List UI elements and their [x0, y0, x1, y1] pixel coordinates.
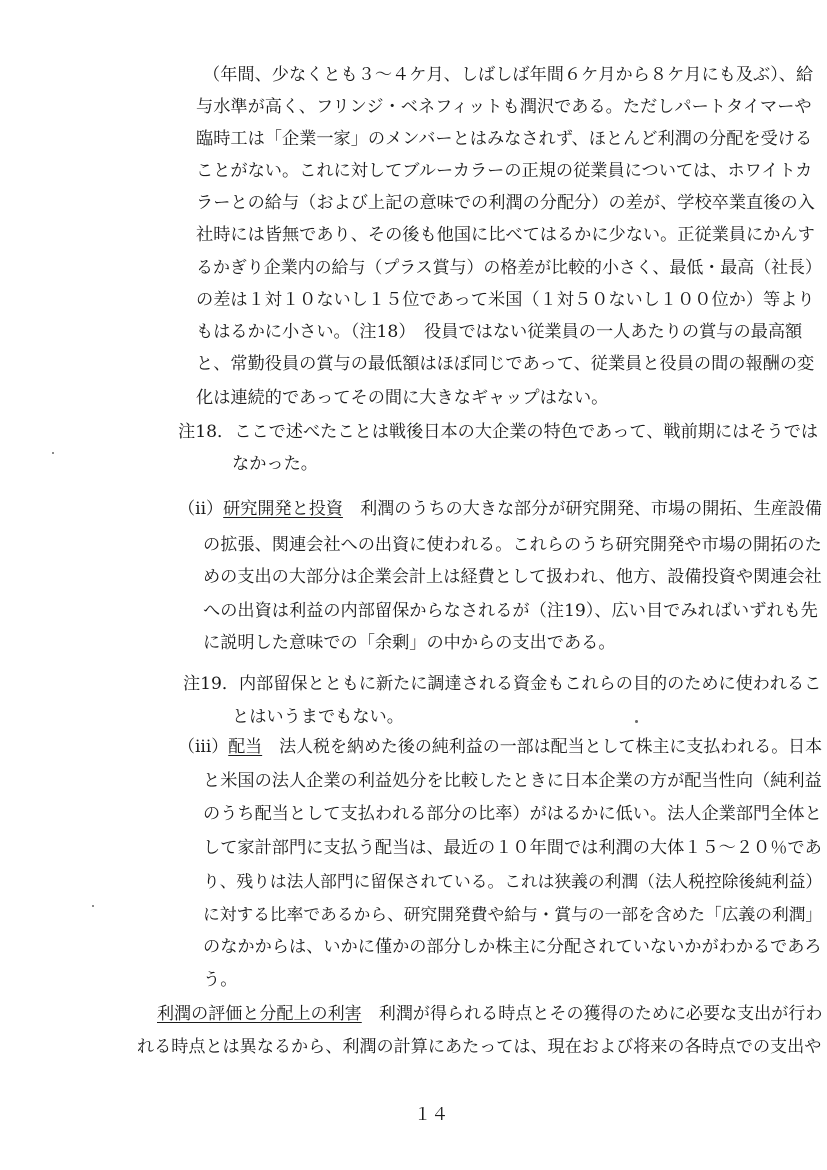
item-text: 法人税を納めた後の純利益の一部は配当として株主に支払われる。日本 — [262, 737, 823, 757]
section-text: 利潤が得られる時点とその獲得のために必要な支出が行わ — [361, 1004, 823, 1024]
scan-speck — [92, 905, 94, 907]
item-heading: 配当 — [228, 737, 263, 757]
body-text-line: ラーとの給与（および上記の意味での利潤の分配分）の差が、学校卒業直後の入 — [196, 193, 815, 213]
list-marker: （ii） — [178, 499, 224, 519]
scan-speck — [635, 720, 638, 723]
list-item-heading-line — [178, 739, 822, 756]
body-text-line: して家計部門に支払う配当は、最近の１０年間では利潤の大体１５～２０％であ — [203, 838, 822, 858]
body-text-line: の拡張、関連会社への出資に使われる。これらのうち研究開発や市場の開拓のた — [203, 535, 822, 555]
body-text-line: の差は１対１０ないし１５位であって米国（１対５０ないし１００位か）等より — [196, 290, 815, 310]
body-text-line: 社時には皆無であり、その後も他国に比べてはるかに少ない。正従業員にかんす — [196, 225, 815, 245]
body-text-line: れる時点とは異なるから、利潤の計算にあたっては、現在および将来の各時点での支出や — [137, 1037, 822, 1057]
list-item-heading-line — [178, 501, 822, 518]
footnote-line: 注18．ここで述べたことは戦後日本の大企業の特色であって、戦前期にはそうでは — [178, 422, 819, 442]
body-text-line: う。 — [203, 970, 238, 990]
body-text-line: と、常勤役員の賞与の最低額はほぼ同じであって、従業員と役員の間の報酬の変 — [196, 354, 815, 374]
body-text-line: 与水準が高く、フリンジ・ベネフィットも潤沢である。ただしパートタイマーや — [196, 97, 812, 117]
body-text-line: に説明した意味での「余剰」の中からの支出である。 — [203, 633, 616, 653]
body-text-line: めの支出の大部分は企業会計上は経費として扱われ、他方、設備投資や関連会社 — [203, 567, 822, 587]
footnote-line: 注19．内部留保とともに新たに調達される資金もこれらの目的のために使われるこ — [183, 674, 822, 694]
list-marker: （iii） — [178, 737, 229, 757]
body-text-line: 化は連続的であってその間に大きなギャップはない。 — [196, 388, 609, 408]
footnote-line: とはいうまでもない。 — [232, 707, 404, 727]
item-heading: 研究開発と投資 — [223, 499, 343, 519]
body-text-line: と米国の法人企業の利益処分を比較したときに日本企業の方が配当性向（純利益 — [203, 771, 822, 791]
scan-speck — [52, 452, 54, 454]
body-text-line: に対する比率であるから、研究開発費や給与・賞与の一部を含めた「広義の利潤」 — [203, 904, 823, 924]
footnote-line: なかった。 — [232, 454, 318, 474]
body-text-line: への出資は利益の内部留保からなされるが（注19）、広い目でみればいずれも先 — [203, 601, 818, 621]
item-text: 利潤のうちの大きな部分が研究開発、市場の開拓、生産設備 — [342, 499, 823, 519]
body-text-line: り、残りは法人部門に留保されている。これは狭義の利潤（法人税控除後純利益） — [203, 871, 823, 891]
body-text-line: のうち配当として支払われる部分の比率）がはるかに低い。法人企業部門全体と — [203, 804, 822, 824]
body-text-line: （年間、少なくとも３～４ケ月、しばしば年間６ケ月から８ケ月にも及ぶ）、給 — [203, 65, 814, 85]
body-text-line: るかぎり企業内の給与（プラス賞与）の格差が比較的小さく、最低・最高（社長） — [196, 257, 822, 277]
section-heading: 利潤の評価と分配上の利害 — [157, 1004, 362, 1024]
body-text-line: のなかからは、いかに僅かの部分しか株主に分配されていないかがわかるであろ — [203, 937, 822, 957]
body-text-line: もはるかに小さい。（注18） 役員ではない従業員の一人あたりの賞与の最高額 — [196, 322, 803, 342]
body-text-line: ことがない。これに対してブルーカラーの正規の従業員については、ホワイトカ — [196, 161, 813, 181]
body-text-line: 臨時工は「企業一家」のメンバーとはみなされず、ほとんど利潤の分配を受ける — [196, 129, 813, 149]
section-heading-line — [157, 1006, 822, 1023]
page-number: １４ — [414, 1105, 449, 1125]
